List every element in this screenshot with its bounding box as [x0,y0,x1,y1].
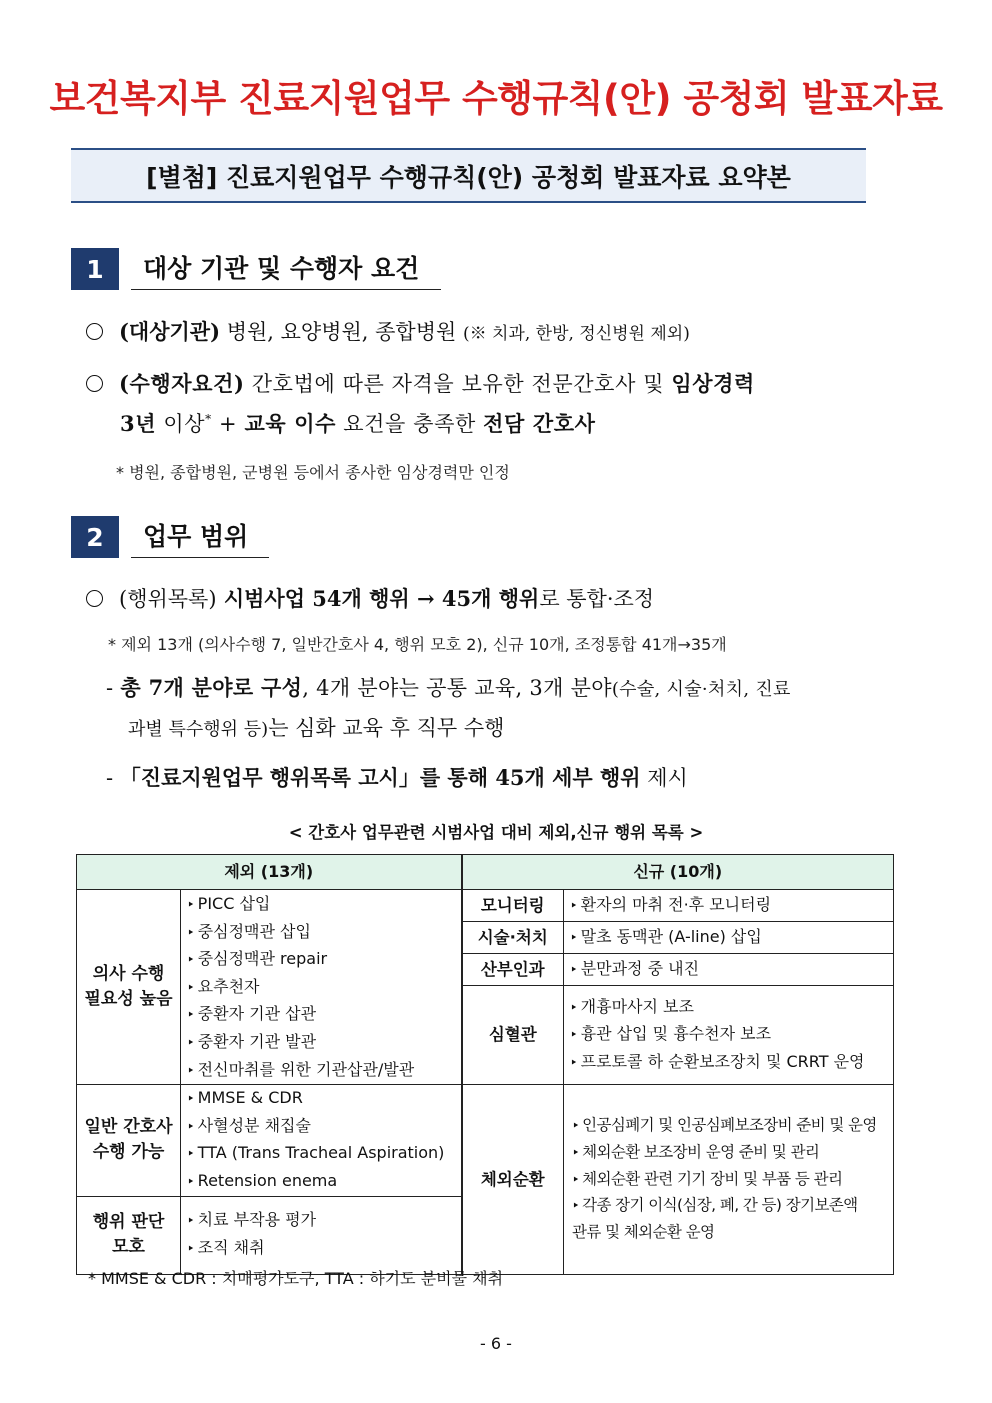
new-category: 모니터링 [462,890,564,922]
new-items: ‣ 개흉마사지 보조 ‣ 흉관 삽입 및 흉수천자 보조 ‣ 프로토콜 하 순환보조장치 및 CRRT 운영 [564,986,894,1085]
section-1-item-2: (수행자요건) 간호법에 따른 자격을 보유한 전문간호사 및 임상경력 [86,368,755,398]
footnote: * MMSE & CDR : 치매평가도구, TTA : 하기도 분비물 채취 [88,1269,504,1288]
excluded-items: ‣ 치료 부작용 평가 ‣ 조직 채취 [181,1196,462,1274]
section-2-dash-1: - 총 7개 분야로 구성, 4개 분야는 공통 교육, 3개 분야(수술, 시술·처치, 진료 [106,675,791,700]
section-1-header [71,248,441,290]
table-header-row [77,855,894,890]
excluded-items: ‣ MMSE & CDR ‣ 사혈성분 채집술 ‣ TTA (Trans Tracheal Aspiration) ‣ Retension enema [181,1085,462,1196]
page-title: 보건복지부 진료지원업무 수행규칙(안) 공청회 발표자료 [49,77,943,120]
section-1-item-1: (대상기관) 병원, 요양병원, 종합병원 (※ 치과, 한방, 정신병원 제외) [86,316,690,346]
section-1-footnote: * 병원, 종합병원, 군병원 등에서 종사한 임상경력만 인정 [116,463,510,482]
new-items: ‣ 환자의 마취 전·후 모니터링 [564,890,894,922]
excluded-items: ‣ PICC 삽입 ‣ 중심정맥관 삽입 ‣ 중심정맥관 repair ‣ 요추천자 ‣ 중환자 기관 삽관 ‣ 중환자 기관 발관 ‣ 전신마취를 위한 기관삽관/발관 [181,890,462,1085]
section-2-dash-1-cont: 과별 특수행위 등)는 심화 교육 후 직무 수행 [128,716,505,740]
subtitle-text: [별첨] 진료지원업무 수행규칙(안) 공청회 발표자료 요약본 [146,162,791,192]
circle-bullet-icon [86,590,103,607]
subtitle-box [71,148,866,203]
excluded-category: 행위 판단 모호 [77,1196,181,1274]
section-1-item-2-cont: 3년 이상* + 교육 이수 요건을 충족한 전담 간호사 [120,411,596,436]
new-category: 체외순환 [462,1085,564,1274]
new-category: 산부인과 [462,954,564,986]
table-row [77,1085,894,1196]
header-new: 신규 (10개) [462,855,894,890]
page-number: - 6 - [480,1334,512,1353]
section-number: 2 [71,516,119,558]
section-2-dash-2: - 「진료지원업무 행위목록 고시」를 통해 45개 세부 행위 제시 [106,765,688,790]
new-category: 심혈관 [462,986,564,1085]
excluded-category: 일반 간호사 수행 가능 [77,1085,181,1196]
new-items: ‣ 분만과정 중 내진 [564,954,894,986]
section-number: 1 [71,248,119,290]
excluded-category: 의사 수행 필요성 높음 [77,890,181,1085]
new-items: ‣ 말초 동맥관 (A-line) 삽입 [564,922,894,954]
new-category: 시술·처치 [462,922,564,954]
section-2-note: * 제외 13개 (의사수행 7, 일반간호사 4, 행위 모호 2), 신규 10개, 조정통합 41개→35개 [108,635,727,654]
circle-bullet-icon [86,375,103,392]
actions-table [76,854,894,1275]
circle-bullet-icon [86,323,103,340]
table-row [77,890,894,922]
header-excluded: 제외 (13개) [77,855,462,890]
section-title: 업무 범위 [131,517,269,558]
new-items: ‣ 인공심폐기 및 인공심폐보조장비 준비 및 운영 ‣ 체외순환 보조장비 운영 준비 및 관리 ‣ 체외순환 관련 기기 장비 및 부품 등 관리 ‣ 각종 장기 이식(심장, 폐, 간 등) 장기보존액 관류 및 체외순환 운영 [564,1085,894,1274]
section-2-header [71,516,269,558]
table-caption: < 간호사 업무관련 시범사업 대비 제외,신규 행위 목록 > [288,823,704,842]
section-2-item-1: (행위목록) 시범사업 54개 행위 → 45개 행위로 통합·조정 [86,583,654,613]
section-title: 대상 기관 및 수행자 요건 [131,249,441,290]
